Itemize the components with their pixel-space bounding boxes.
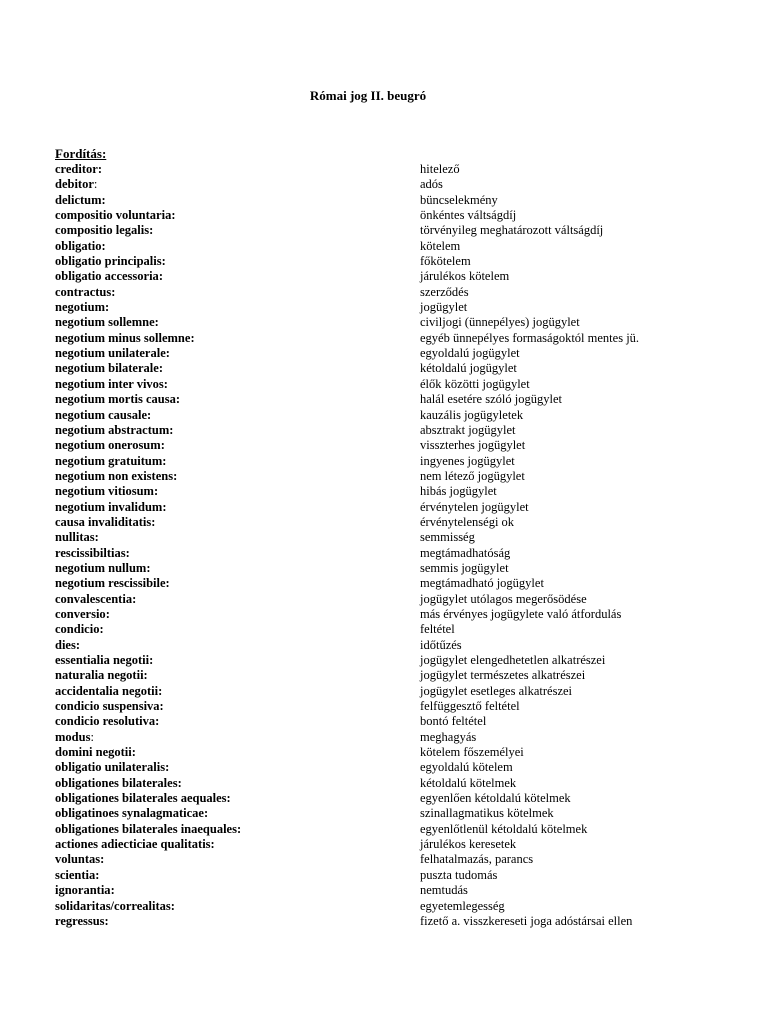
glossary-row: [55, 745, 695, 760]
term-separator: :: [104, 913, 109, 928]
latin-term-text: negotium mortis causa: [55, 392, 176, 407]
latin-term-text: naturalia negotii: [55, 668, 144, 683]
latin-term-text: creditor: [55, 162, 98, 176]
hungarian-translation: időtűzés: [420, 637, 462, 652]
term-separator: :: [146, 560, 151, 575]
term-separator: :: [105, 300, 110, 315]
latin-term-text: actiones adiecticiae qualitatis: [55, 837, 211, 852]
glossary-row: [55, 899, 695, 914]
latin-term-text: delictum: [55, 192, 102, 207]
latin-term-text: compositio legalis: [55, 223, 150, 238]
term-separator: :: [175, 392, 180, 407]
glossary-row: [55, 423, 695, 438]
glossary-row: [55, 208, 695, 223]
glossary-row: [55, 638, 695, 653]
hungarian-translation: nemtudás: [420, 883, 468, 898]
latin-term-text: negotium nullum: [55, 560, 147, 575]
term-separator: :: [75, 637, 81, 652]
term-separator: :: [131, 745, 136, 760]
term-separator: :: [165, 760, 170, 775]
latin-term-text: condicio: [55, 622, 100, 637]
latin-term-text: essentialia negotii: [55, 653, 150, 667]
glossary-row: [55, 392, 695, 407]
hungarian-translation: fizető a. visszkereseti joga adóstársai ellen: [420, 913, 633, 928]
latin-term-text: negotium non existens: [55, 468, 174, 483]
hungarian-translation: felhatalmazás, parancs: [420, 852, 534, 867]
latin-term: [55, 193, 106, 208]
latin-term: [55, 837, 215, 852]
section-heading: Fordítás:: [55, 146, 107, 161]
glossary-row: [55, 331, 695, 346]
hungarian-translation: járulékos kötelem: [420, 269, 510, 284]
hungarian-translation: halál esetére szóló jogügylet: [420, 392, 562, 407]
glossary-row: [55, 576, 695, 591]
latin-term: [55, 684, 162, 699]
latin-term: [55, 300, 109, 315]
hungarian-translation: kötelem: [420, 238, 461, 253]
hungarian-translation: feltétel: [420, 622, 455, 637]
latin-term-text: modus: [55, 729, 91, 744]
term-separator: :: [147, 407, 152, 422]
glossary-row: [55, 377, 695, 392]
hungarian-translation: kauzális jogügyletek: [420, 407, 524, 422]
latin-term-text: negotium gratuitum: [55, 453, 163, 468]
glossary-row: [55, 668, 695, 683]
latin-term: [55, 377, 168, 392]
hungarian-translation: élők közötti jogügylet: [420, 376, 530, 391]
hungarian-translation: jogügylet esetleges alkatrészei: [420, 683, 573, 698]
term-separator: :: [105, 606, 110, 621]
glossary-row: [55, 530, 695, 545]
latin-term-text: negotium inter vivos: [55, 376, 164, 391]
latin-term: [55, 760, 169, 775]
hungarian-translation: egyenlően kétoldalú kötelmek: [420, 791, 571, 806]
term-separator: :: [90, 729, 94, 744]
latin-term: [55, 392, 180, 407]
term-separator: :: [162, 499, 167, 514]
latin-term: [55, 638, 80, 653]
hungarian-translation: kétoldalú kötelmek: [420, 775, 517, 790]
latin-term-text: negotium rescissibile: [55, 576, 166, 591]
latin-term-text: domini negotii: [55, 745, 132, 760]
term-separator: :: [111, 284, 116, 299]
hungarian-translation: felfüggesztő feltétel: [420, 699, 520, 714]
latin-term: [55, 822, 241, 837]
latin-term: [55, 622, 104, 637]
latin-term: [55, 500, 166, 515]
latin-term: [55, 791, 231, 806]
glossary-row: [55, 776, 695, 791]
latin-term-text: negotium abstractum: [55, 422, 170, 437]
hungarian-translation: érvénytelen jogügylet: [420, 499, 529, 514]
latin-term-text: obligatinoes synalagmaticae: [55, 806, 204, 821]
hungarian-translation: érvénytelenségi ok: [420, 514, 515, 529]
hungarian-translation: visszterhes jogügylet: [420, 438, 526, 453]
glossary-row: [55, 622, 695, 637]
hungarian-translation: megtámadható jogügylet: [420, 576, 544, 591]
glossary-row: [55, 469, 695, 484]
hungarian-translation: büncselekmény: [420, 192, 498, 207]
term-separator: :: [158, 683, 163, 698]
latin-term: [55, 806, 208, 821]
latin-term-text: obligatio: [55, 238, 102, 253]
hungarian-translation: egyetemlegesség: [420, 898, 505, 913]
term-separator: :: [160, 438, 165, 453]
hungarian-translation: meghagyás: [420, 729, 477, 744]
term-separator: :: [125, 545, 130, 560]
latin-term: [55, 239, 106, 254]
hungarian-translation: törvényileg meghatározott váltságdíj: [420, 223, 604, 238]
hungarian-translation: jogügylet természetes alkatrészei: [420, 668, 586, 683]
hungarian-translation: egyoldalú kötelem: [420, 760, 513, 775]
term-separator: :: [226, 791, 231, 806]
latin-term: [55, 530, 99, 545]
hungarian-translation: hibás jogügylet: [420, 484, 497, 499]
glossary-row: [55, 714, 695, 729]
glossary-row: [55, 653, 695, 668]
glossary-row: [55, 484, 695, 499]
hungarian-translation: egyéb ünnepélyes formaságoktól mentes jü.: [420, 330, 640, 345]
latin-term: [55, 346, 170, 361]
latin-term-text: nullitas: [55, 530, 95, 545]
hungarian-translation: ingyenes jogügylet: [420, 453, 515, 468]
latin-term: [55, 469, 177, 484]
latin-term: [55, 714, 159, 729]
term-separator: :: [93, 177, 98, 192]
latin-term-text: negotium unilaterale: [55, 346, 166, 361]
term-separator: :: [153, 484, 159, 499]
term-separator: :: [161, 254, 166, 269]
latin-term-text: ignorantia: [55, 883, 111, 898]
term-separator: :: [171, 208, 176, 223]
term-separator: :: [132, 591, 137, 606]
latin-term-text: voluntas: [55, 852, 101, 867]
glossary-row: [55, 760, 695, 775]
latin-term: [55, 776, 182, 791]
hungarian-translation: szinallagmatikus kötelmek: [420, 806, 554, 821]
term-separator: :: [165, 346, 170, 361]
latin-term: [55, 438, 165, 453]
latin-term: [55, 592, 136, 607]
glossary-row: [55, 193, 695, 208]
hungarian-translation: megtámadhatóság: [420, 545, 511, 560]
page-title: Római jog II. beugró: [309, 88, 427, 103]
term-separator: :: [165, 576, 170, 591]
latin-term: [55, 269, 163, 284]
hungarian-translation: nem létező jogügylet: [420, 468, 525, 483]
term-separator: :: [149, 653, 154, 667]
latin-term: [55, 914, 109, 929]
latin-term: [55, 868, 99, 883]
latin-term-text: solidaritas/correalitas: [55, 898, 171, 913]
latin-term: [55, 315, 159, 330]
latin-term-text: scientia: [55, 867, 96, 882]
glossary-row: [55, 791, 695, 806]
latin-term: [55, 484, 158, 499]
glossary-row: [55, 500, 695, 515]
term-separator: :: [110, 883, 115, 898]
glossary-row: [55, 269, 695, 284]
latin-term-text: negotium bilaterale: [55, 361, 159, 376]
latin-term: [55, 699, 164, 714]
latin-term-text: obligationes bilaterales inaequales: [55, 821, 237, 836]
latin-term-text: contractus: [55, 284, 112, 299]
hungarian-translation: kötelem főszemélyei: [420, 745, 524, 760]
latin-term: [55, 653, 153, 668]
glossary-row: [55, 254, 695, 269]
latin-term: [55, 361, 163, 376]
term-separator: :: [101, 192, 106, 207]
latin-term: [55, 730, 94, 745]
latin-term-text: negotium onerosum: [55, 438, 161, 453]
hungarian-translation: absztrakt jogügylet: [420, 422, 516, 437]
latin-term-text: compositio voluntaria: [55, 208, 172, 223]
hungarian-translation: bontó feltétel: [420, 714, 487, 729]
glossary-row: [55, 515, 695, 530]
latin-term: [55, 561, 151, 576]
hungarian-translation: semmis jogügylet: [420, 560, 509, 575]
latin-term-text: obligationes bilaterales: [55, 775, 178, 790]
term-separator: :: [100, 852, 105, 867]
glossary-list: [55, 162, 695, 929]
latin-term: [55, 668, 148, 683]
latin-term: [55, 223, 153, 238]
latin-term: [55, 331, 195, 346]
latin-term-text: obligatio unilateralis: [55, 760, 166, 775]
term-separator: :: [154, 315, 159, 330]
glossary-row: [55, 607, 695, 622]
glossary-row: [55, 592, 695, 607]
latin-term-text: obligatio accessoria: [55, 269, 159, 284]
term-separator: :: [97, 162, 102, 176]
glossary-row: [55, 315, 695, 330]
latin-term-text: negotium minus sollemne: [55, 330, 191, 345]
latin-term-text: dies: [55, 637, 76, 652]
hungarian-translation: kétoldalú jogügylet: [420, 361, 517, 376]
hungarian-translation: egyenlőtlenül kétoldalú kötelmek: [420, 821, 588, 836]
term-separator: :: [99, 622, 104, 637]
term-separator: :: [158, 361, 163, 376]
latin-term-text: condicio suspensiva: [55, 699, 160, 714]
latin-term: [55, 515, 155, 530]
term-separator: :: [170, 898, 175, 913]
glossary-row: [55, 822, 695, 837]
hungarian-translation: szerződés: [420, 284, 469, 299]
glossary-row: [55, 177, 695, 192]
latin-term-text: negotium causale: [55, 407, 148, 422]
glossary-row: [55, 868, 695, 883]
latin-term-text: rescissibiltias: [55, 545, 126, 560]
glossary-row: [55, 408, 695, 423]
term-separator: :: [173, 468, 178, 483]
glossary-row: [55, 883, 695, 898]
term-separator: :: [177, 775, 182, 790]
latin-term-text: conversio: [55, 606, 106, 621]
term-separator: :: [236, 821, 242, 836]
glossary-row: [55, 561, 695, 576]
latin-term-text: debitor: [55, 177, 94, 192]
glossary-row: [55, 438, 695, 453]
glossary-row: [55, 361, 695, 376]
hungarian-translation: adós: [420, 177, 443, 192]
latin-term: [55, 576, 170, 591]
latin-term-text: obligatio principalis: [55, 254, 162, 269]
hungarian-translation: puszta tudomás: [420, 867, 498, 882]
latin-term-text: regressus: [55, 913, 105, 928]
hungarian-translation: jogügylet: [420, 300, 468, 315]
term-separator: :: [143, 668, 148, 683]
latin-term: [55, 852, 104, 867]
latin-term-text: obligationes bilaterales aequales: [55, 791, 227, 806]
hungarian-translation: egyoldalú jogügylet: [420, 346, 520, 361]
glossary-row: [55, 852, 695, 867]
glossary-row: [55, 806, 695, 821]
glossary-row: [55, 546, 695, 561]
term-separator: :: [190, 330, 195, 345]
latin-term-text: negotium sollemne: [55, 315, 155, 330]
hungarian-translation: járulékos keresetek: [420, 837, 517, 852]
hungarian-translation: hitelező: [420, 162, 460, 176]
glossary-row: [55, 454, 695, 469]
glossary-row: [55, 684, 695, 699]
latin-term: [55, 285, 115, 300]
glossary-row: [55, 914, 695, 929]
hungarian-translation: civiljogi (ünnepélyes) jogügylet: [420, 315, 580, 330]
glossary-row: [55, 162, 695, 177]
hungarian-translation: semmisség: [420, 530, 475, 545]
latin-term: [55, 177, 97, 192]
glossary-row: [55, 837, 695, 852]
term-separator: :: [210, 837, 215, 852]
hungarian-translation: jogügylet elengedhetetlen alkatrészei: [420, 653, 606, 667]
latin-term-text: causa invaliditatis: [55, 514, 152, 529]
glossary-row: [55, 223, 695, 238]
term-separator: :: [155, 714, 160, 729]
latin-term: [55, 408, 151, 423]
glossary-row: [55, 239, 695, 254]
term-separator: :: [95, 867, 100, 882]
term-separator: :: [149, 223, 154, 238]
hungarian-translation: más érvényes jogügylete való átfordulás: [420, 606, 622, 621]
glossary-row: [55, 346, 695, 361]
term-separator: :: [158, 269, 163, 284]
term-separator: :: [151, 514, 156, 529]
glossary-row: [55, 730, 695, 745]
latin-term: [55, 454, 166, 469]
term-separator: :: [163, 376, 168, 391]
hungarian-translation: önkéntes váltságdíj: [420, 208, 517, 223]
glossary-row: [55, 699, 695, 714]
latin-term: [55, 162, 102, 177]
latin-term: [55, 607, 110, 622]
term-separator: :: [169, 422, 174, 437]
glossary-row: [55, 300, 695, 315]
latin-term: [55, 254, 166, 269]
latin-term: [55, 423, 173, 438]
latin-term: [55, 883, 115, 898]
term-separator: :: [101, 238, 106, 253]
hungarian-translation: jogügylet utólagos megerősödése: [420, 591, 587, 606]
latin-term-text: negotium vitiosum: [55, 484, 154, 499]
latin-term: [55, 899, 175, 914]
latin-term-text: negotium: [55, 300, 105, 315]
term-separator: :: [159, 699, 164, 714]
latin-term: [55, 208, 176, 223]
latin-term-text: accidentalia negotii: [55, 683, 159, 698]
term-separator: :: [94, 530, 99, 545]
glossary-row: [55, 285, 695, 300]
latin-term: [55, 546, 130, 561]
latin-term-text: convalescentia: [55, 591, 133, 606]
latin-term-text: negotium invalidum: [55, 499, 163, 514]
term-separator: :: [203, 806, 209, 821]
latin-term-text: condicio resolutiva: [55, 714, 156, 729]
latin-term: [55, 745, 136, 760]
term-separator: :: [162, 453, 167, 468]
hungarian-translation: főkötelem: [420, 254, 471, 269]
